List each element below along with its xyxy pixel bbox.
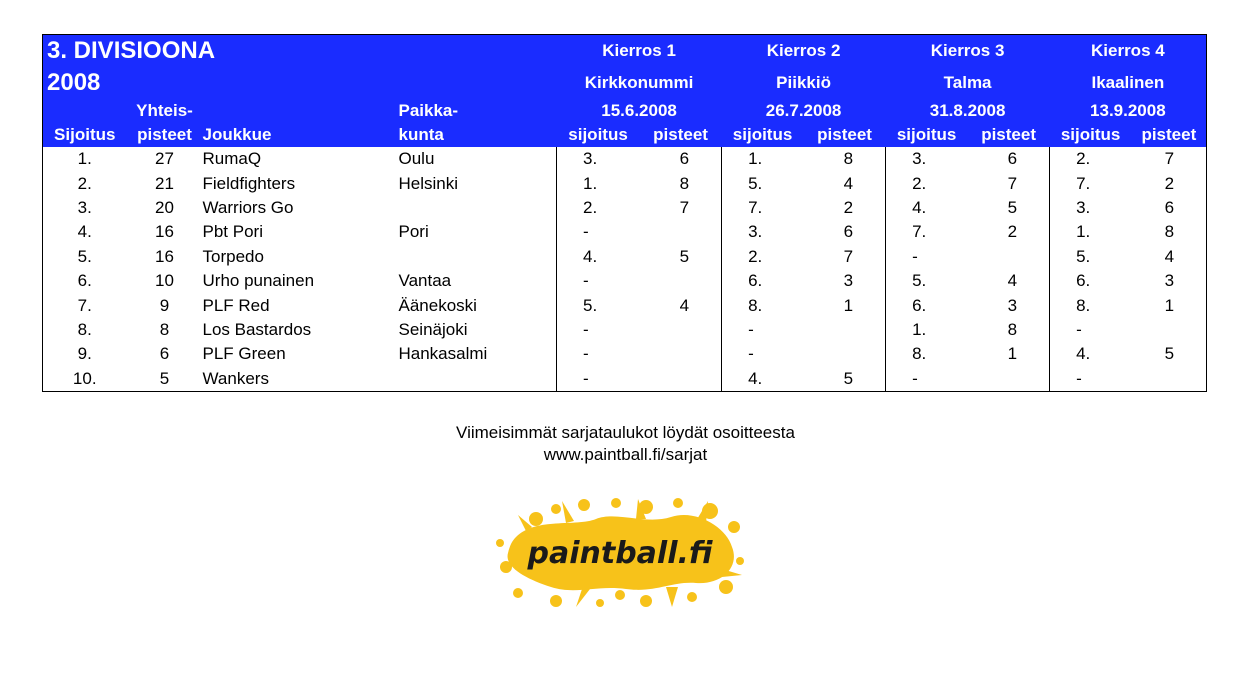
round-1-place: Kirkkonummi — [584, 73, 694, 92]
total-points-cell: 5 — [127, 367, 203, 392]
city-cell — [399, 196, 557, 220]
round-4-position-cell: - — [1050, 367, 1132, 392]
city-header: kunta — [398, 125, 444, 144]
season-year: 2008 — [47, 69, 101, 96]
rank-cell: 3. — [77, 197, 92, 217]
round-2-points-cell — [804, 342, 886, 366]
paintball-logo[interactable] — [496, 497, 744, 609]
footer-link[interactable]: www.paintball.fi/sarjat — [543, 445, 708, 464]
rank-cell: 9. — [77, 344, 92, 364]
rank-cell: 6. — [77, 271, 92, 291]
rank-cell: 5. — [77, 246, 92, 266]
team-cell: Urho punainen — [202, 271, 315, 291]
round-2-position-cell: 8. — [722, 293, 804, 317]
division-title: 3. DIVISIOONA — [47, 37, 216, 64]
round-2-position-cell: - — [722, 342, 804, 366]
team-cell: PLF Red — [202, 295, 270, 315]
round-3-position-cell: 6. — [886, 293, 968, 317]
round-3-name: Kierros 3 — [930, 41, 1005, 60]
round-4-points-cell: 1 — [1164, 295, 1175, 315]
rank-header: Sijoitus — [54, 125, 116, 144]
city-cell: Äänekoski — [398, 295, 477, 315]
round-2-pts-header: pisteet — [817, 125, 872, 144]
table-row — [43, 269, 1207, 293]
round-3-points-cell: 1 — [1007, 344, 1018, 364]
round-2-date: 26.7.2008 — [765, 101, 842, 120]
round-3-points-cell: 2 — [1007, 222, 1018, 242]
footer-line-1: Viimeisimmät sarjataulukot löydät osoitteesta — [456, 423, 795, 442]
total-points-cell: 10 — [155, 271, 174, 291]
round-3-position-cell: 3. — [886, 147, 968, 171]
total-points-cell: 6 — [159, 344, 170, 364]
round-3-position-cell: 8. — [886, 342, 968, 366]
city-header-top: Paikka- — [398, 101, 459, 120]
round-2-points-cell — [804, 318, 886, 342]
round-2-points-cell: 7 — [843, 246, 854, 266]
table-row — [43, 147, 1207, 171]
round-1-name: Kierros 1 — [602, 41, 676, 60]
total-points-cell: 8 — [159, 319, 170, 339]
rank-cell: 2. — [77, 173, 92, 193]
table-row — [43, 245, 1207, 269]
total-points-cell: 21 — [155, 173, 174, 193]
round-3-position-cell: 1. — [886, 318, 968, 342]
round-1-points-cell — [640, 318, 722, 342]
round-4-position-cell: 4. — [1050, 342, 1132, 366]
table-row — [43, 196, 1207, 220]
city-cell — [399, 245, 557, 269]
city-cell: Pori — [398, 222, 429, 242]
round-3-points-cell: 8 — [1007, 319, 1018, 339]
round-4-pts-header: pisteet — [1141, 125, 1197, 144]
footer-note — [0, 422, 1251, 466]
round-4-position-cell: - — [1050, 318, 1132, 342]
round-2-position-cell: 7. — [722, 196, 804, 220]
round-1-points-cell — [640, 269, 722, 293]
standings-body — [43, 147, 1207, 391]
round-2-points-cell: 6 — [843, 222, 854, 242]
round-1-position-cell: - — [557, 220, 640, 244]
round-2-points-cell: 4 — [843, 173, 854, 193]
round-1-position-cell: - — [557, 367, 640, 392]
round-3-place: Talma — [943, 73, 992, 92]
city-cell: Hankasalmi — [398, 344, 488, 364]
round-4-position-cell: 2. — [1050, 147, 1132, 171]
round-2-position-cell: 1. — [722, 147, 804, 171]
round-3-points-cell: 4 — [1007, 271, 1018, 291]
rank-cell: 1. — [77, 149, 92, 169]
table-row — [43, 342, 1207, 366]
rank-cell: 4. — [77, 222, 92, 242]
standings-sheet — [42, 34, 1206, 392]
round-4-points-cell: 6 — [1164, 197, 1175, 217]
city-cell: Helsinki — [398, 173, 459, 193]
round-4-position-cell: 6. — [1050, 269, 1132, 293]
round-1-position-cell: - — [557, 342, 640, 366]
round-1-points-cell: 4 — [679, 295, 690, 315]
round-4-points-cell: 3 — [1164, 271, 1175, 291]
round-3-position-cell: 7. — [886, 220, 968, 244]
round-4-points-cell — [1132, 367, 1207, 392]
total-points-cell: 27 — [155, 149, 174, 169]
table-row — [43, 318, 1207, 342]
total-points-cell: 9 — [159, 295, 170, 315]
round-4-points-cell: 8 — [1164, 222, 1175, 242]
round-3-date: 31.8.2008 — [929, 101, 1006, 120]
round-3-position-cell: 5. — [886, 269, 968, 293]
round-1-position-cell: 5. — [557, 293, 640, 317]
team-cell: Fieldfighters — [202, 173, 296, 193]
round-3-points-cell: 5 — [1007, 197, 1018, 217]
round-1-points-cell: 7 — [679, 197, 690, 217]
round-4-place: Ikaalinen — [1091, 73, 1165, 92]
round-3-points-cell — [968, 245, 1050, 269]
team-cell: Warriors Go — [202, 197, 294, 217]
round-4-points-cell: 7 — [1164, 149, 1175, 169]
city-cell: Seinäjoki — [398, 319, 468, 339]
table-row — [43, 367, 1207, 392]
team-header: Joukkue — [202, 125, 272, 144]
round-1-points-cell — [640, 220, 722, 244]
logo-text: paintball.fi — [527, 536, 713, 571]
round-1-position-cell: 3. — [557, 147, 640, 171]
round-2-points-cell: 1 — [843, 295, 854, 315]
rank-cell: 10. — [43, 367, 127, 392]
table-row — [43, 293, 1207, 317]
round-2-points-cell: 3 — [843, 271, 854, 291]
round-4-date: 13.9.2008 — [1090, 101, 1166, 120]
round-2-position-cell: 6. — [722, 269, 804, 293]
round-3-points-cell: 6 — [1007, 149, 1018, 169]
round-1-date: 15.6.2008 — [601, 101, 677, 120]
team-cell: PLF Green — [202, 344, 286, 364]
round-2-points-cell: 2 — [843, 197, 854, 217]
round-4-position-cell: 1. — [1050, 220, 1132, 244]
round-1-points-cell — [640, 342, 722, 366]
round-2-points-cell: 8 — [843, 149, 854, 169]
round-2-name: Kierros 2 — [766, 41, 841, 60]
round-2-place: Piikkiö — [776, 73, 831, 92]
round-2-pos-header: sijoitus — [732, 125, 793, 144]
total-header: pisteet — [137, 125, 192, 144]
round-4-position-cell: 7. — [1050, 171, 1132, 195]
round-4-position-cell: 8. — [1050, 293, 1132, 317]
round-1-position-cell: 4. — [557, 245, 640, 269]
team-cell: Los Bastardos — [202, 319, 312, 339]
team-cell: RumaQ — [202, 149, 262, 169]
round-2-position-cell: 4. — [722, 367, 804, 392]
total-points-cell: 20 — [155, 197, 174, 217]
round-1-points-cell: 6 — [679, 149, 690, 169]
round-4-points-cell: 4 — [1164, 246, 1175, 266]
round-1-position-cell: 2. — [557, 196, 640, 220]
team-cell: Pbt Pori — [202, 222, 263, 242]
total-header-top: Yhteis- — [136, 101, 193, 120]
city-cell: Vantaa — [398, 271, 452, 291]
round-1-points-cell — [640, 367, 722, 392]
total-points-cell: 16 — [155, 222, 174, 242]
round-3-points-cell: 7 — [1007, 173, 1018, 193]
city-cell — [399, 367, 557, 392]
city-cell: Oulu — [398, 149, 435, 169]
round-4-points-cell: 5 — [1164, 344, 1175, 364]
standings-table — [42, 34, 1207, 392]
total-points-cell: 16 — [155, 246, 174, 266]
round-1-position-cell: - — [557, 318, 640, 342]
round-4-points-cell — [1132, 318, 1207, 342]
round-3-position-cell: 4. — [886, 196, 968, 220]
round-4-points-cell: 2 — [1164, 173, 1175, 193]
round-4-pos-header: sijoitus — [1060, 125, 1121, 144]
round-2-position-cell: 5. — [722, 171, 804, 195]
round-3-position-cell: - — [886, 367, 968, 392]
round-1-position-cell: - — [557, 269, 640, 293]
round-3-position-cell: - — [886, 245, 968, 269]
round-4-name: Kierros 4 — [1091, 41, 1165, 60]
table-header — [43, 35, 1207, 148]
team-cell: Wankers — [203, 367, 399, 392]
round-3-position-cell: 2. — [886, 171, 968, 195]
round-1-points-cell: 8 — [679, 173, 690, 193]
round-3-pts-header: pisteet — [981, 125, 1036, 144]
rank-cell: 7. — [77, 295, 92, 315]
round-4-position-cell: 3. — [1050, 196, 1132, 220]
round-3-points-cell — [968, 367, 1050, 392]
round-1-position-cell: 1. — [557, 171, 640, 195]
round-2-position-cell: - — [722, 318, 804, 342]
round-3-pos-header: sijoitus — [896, 125, 957, 144]
round-3-points-cell: 3 — [1007, 295, 1018, 315]
round-2-position-cell: 2. — [722, 245, 804, 269]
round-4-position-cell: 5. — [1050, 245, 1132, 269]
team-cell: Torpedo — [202, 246, 264, 266]
round-2-points-cell: 5 — [804, 367, 886, 392]
round-1-points-cell: 5 — [679, 246, 690, 266]
round-1-pos-header: sijoitus — [568, 125, 628, 144]
table-row — [43, 171, 1207, 195]
round-1-pts-header: pisteet — [653, 125, 708, 144]
paint-splat-icon — [496, 497, 744, 609]
rank-cell: 8. — [77, 319, 92, 339]
table-row — [43, 220, 1207, 244]
round-2-position-cell: 3. — [722, 220, 804, 244]
